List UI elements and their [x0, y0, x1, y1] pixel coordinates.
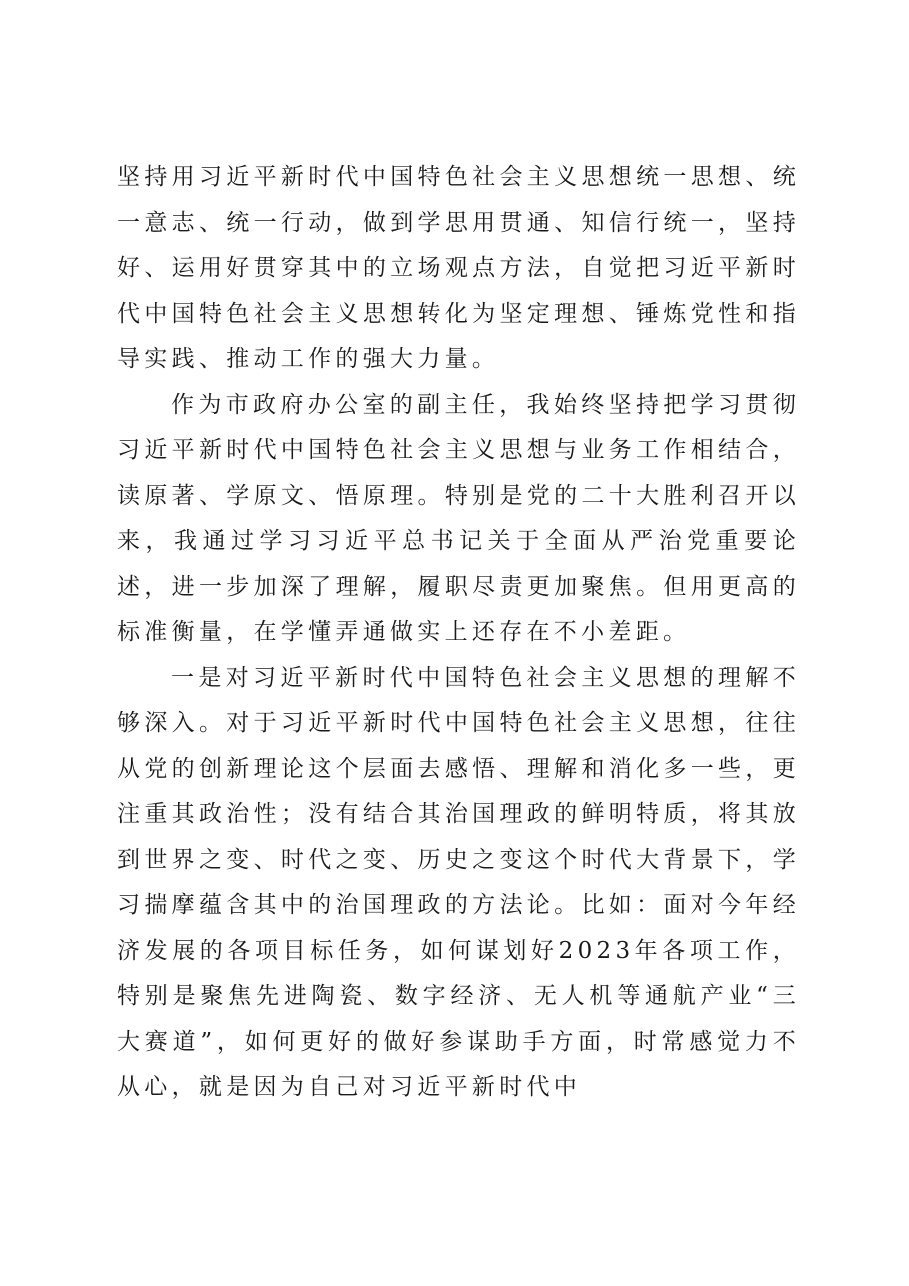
paragraph-2: 作为市政府办公室的副主任，我始终坚持把学习贯彻习近平新时代中国特色社会主义思想与业务工作相结合，读原著、学原文、悟原理。特别是党的二十大胜利召开以来，我通过学习习近平总书记关于全面从严治党重要论述，进一步加深了理解，履职尽责更加聚焦。但用更高的标准衡量，在学懂弄通做实上还存在不小差距。 [117, 391, 800, 645]
paragraph-1: 坚持用习近平新时代中国特色社会主义思想统一思想、统一意志、统一行动，做到学思用贯通、知信行统一，坚持好、运用好贯穿其中的立场观点方法，自觉把习近平新时代中国特色社会主义思想转化为坚定理想、锤炼党性和指导实践、推动工作的强大力量。 [117, 164, 800, 372]
paragraph-3: 一是对习近平新时代中国特色社会主义思想的理解不够深入。对于习近平新时代中国特色社会主义思想，往往从党的创新理论这个层面去感悟、理解和消化多一些，更注重其政治性；没有结合其治国理政的鲜明特质，将其放到世界之变、时代之变、历史之变这个时代大背景下，学习揣摩蕴含其中的治国理政的方法论。比如：面对今年经济发展的各项目标任务，如何谋划好2023年各项工作，特别是聚焦先进陶瓷、数字经济、无人机等通航产业“三大赛道”，如何更好的做好参谋助手方面，时常感觉力不从心，就是因为自己对习近平新时代中 [117, 664, 800, 1100]
document-body [117, 155, 800, 1111]
